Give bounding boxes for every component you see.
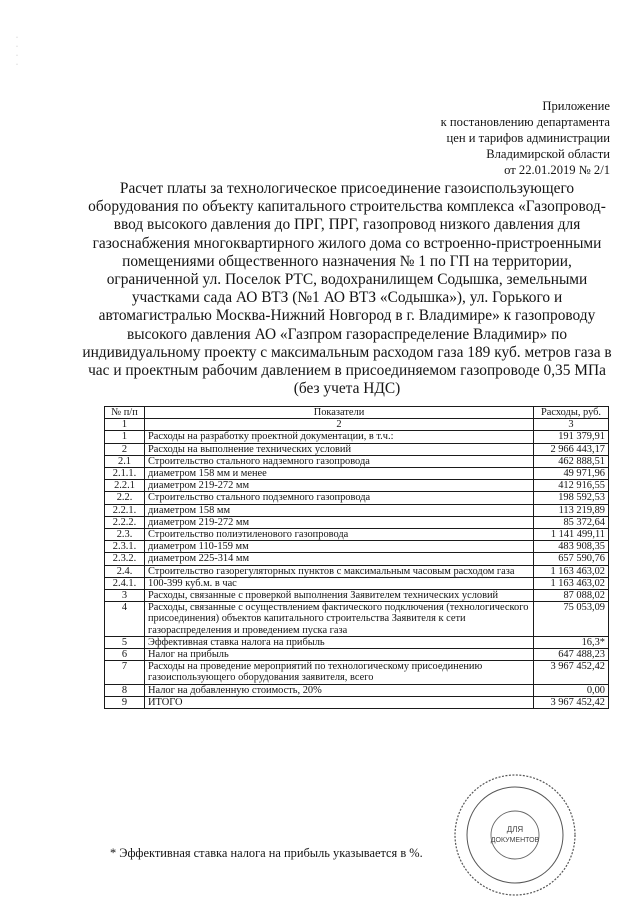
row-cost-cell: 191 379,91 <box>534 431 609 443</box>
row-number-cell: 2.4. <box>105 565 145 577</box>
row-number-cell: 2.3.1. <box>105 541 145 553</box>
stamp-text-line2: ДОКУМЕНТОВ <box>490 837 540 844</box>
row-indicator-cell: диаметром 110-159 мм <box>145 541 534 553</box>
row-cost-cell: 483 908,35 <box>534 541 609 553</box>
row-number-cell: 2.1.1. <box>105 468 145 480</box>
table-row <box>105 492 609 504</box>
row-cost-cell: 657 590,76 <box>534 553 609 565</box>
row-indicator-cell: Налог на прибыль <box>145 649 534 661</box>
table-row <box>105 443 609 455</box>
table-body <box>105 431 609 709</box>
table-row <box>105 649 609 661</box>
table-row <box>105 431 609 443</box>
row-indicator-cell: диаметром 158 мм и менее <box>145 468 534 480</box>
index-cell: 2 <box>145 419 534 431</box>
row-number-cell: 1 <box>105 431 145 443</box>
column-header-cost: Расходы, руб. <box>534 407 609 419</box>
document-title: Расчет платы за технологическое присоединение газоиспользующего оборудования по объекту капитального строительства комплекса «Газопровод-ввод высокого давления до ПРГ, ПРГ, газопровод низкого давления для газоснабжения многоквартирного жилого дома со встроенно-пристроенными помещениями общественного назначения № 1 по ГП на территории, ограниченной ул. Поселок РТС, водохранилищем Содышка, земельными участками сада АО ВТЗ (№1 АО ВТЗ «Содышка»), ул. Горького и автомагистралью Москва-Нижний Новгород в г. Владимире» к газопроводу высокого давления АО «Газпром газораспределение Владимир» по индивидуальному проекту с максимальным расходом газа 189 куб. метров газа в час и проектным рабочим давлением в присоединяемом газопроводе 0,35 МПа (без учета НДС) <box>82 180 612 398</box>
row-indicator-cell: Расходы, связанные с проверкой выполнения Заявителем технических условий <box>145 590 534 602</box>
row-indicator-cell: Расходы на выполнение технических условий <box>145 443 534 455</box>
scan-artifact: · · · · <box>16 35 18 68</box>
row-indicator-cell: Расходы на разработку проектной документации, в т.ч.: <box>145 431 534 443</box>
row-indicator-cell: диаметром 219-272 мм <box>145 516 534 528</box>
row-number-cell: 2.3. <box>105 529 145 541</box>
row-number-cell: 2.2.1 <box>105 480 145 492</box>
footnote: * Эффективная ставка налога на прибыль указывается в %. <box>110 846 423 860</box>
header-line: цен и тарифов администрации <box>446 131 610 145</box>
table-row <box>105 565 609 577</box>
row-number-cell: 2.2. <box>105 492 145 504</box>
table-row <box>105 661 609 684</box>
calculation-table <box>104 406 609 709</box>
row-indicator-cell: Расходы на проведение мероприятий по технологическому присоединению газоиспользующего оборудования заявителя, всего <box>145 661 534 684</box>
row-cost-cell: 87 088,02 <box>534 590 609 602</box>
row-cost-cell: 198 592,53 <box>534 492 609 504</box>
table-row <box>105 684 609 696</box>
table-header-row <box>105 407 609 419</box>
table-index-row <box>105 419 609 431</box>
column-header-indicator: Показатели <box>145 407 534 419</box>
row-number-cell: 7 <box>105 661 145 684</box>
row-cost-cell: 3 967 452,42 <box>534 661 609 684</box>
row-number-cell: 8 <box>105 684 145 696</box>
header-line: Приложение <box>542 99 610 113</box>
row-cost-cell: 49 971,96 <box>534 468 609 480</box>
table-row <box>105 529 609 541</box>
row-cost-cell: 412 916,55 <box>534 480 609 492</box>
row-indicator-cell: 100-399 куб.м. в час <box>145 577 534 589</box>
appendix-header <box>370 98 610 178</box>
row-cost-cell: 113 219,89 <box>534 504 609 516</box>
row-cost-cell: 16,3* <box>534 636 609 648</box>
table-row <box>105 602 609 637</box>
table-row <box>105 468 609 480</box>
row-number-cell: 2.2.2. <box>105 516 145 528</box>
row-indicator-cell: диаметром 158 мм <box>145 504 534 516</box>
table-row <box>105 504 609 516</box>
row-number-cell: 9 <box>105 696 145 708</box>
row-indicator-cell: диаметром 225-314 мм <box>145 553 534 565</box>
row-cost-cell: 2 966 443,17 <box>534 443 609 455</box>
table-row <box>105 516 609 528</box>
row-number-cell: 2.4.1. <box>105 577 145 589</box>
table-row <box>105 541 609 553</box>
header-line: к постановлению департамента <box>440 115 610 129</box>
row-number-cell: 6 <box>105 649 145 661</box>
row-indicator-cell: Строительство полиэтиленового газопровода <box>145 529 534 541</box>
row-number-cell: 3 <box>105 590 145 602</box>
index-cell: 1 <box>105 419 145 431</box>
row-number-cell: 2.2.1. <box>105 504 145 516</box>
row-cost-cell: 75 053,09 <box>534 602 609 637</box>
row-number-cell: 2 <box>105 443 145 455</box>
row-number-cell: 2.3.2. <box>105 553 145 565</box>
row-indicator-cell: Строительство стального надземного газопровода <box>145 455 534 467</box>
stamp-seal <box>450 770 580 900</box>
table-row <box>105 480 609 492</box>
row-indicator-cell: Расходы, связанные с осуществлением фактического подключения (технологического присоединения) объектов капитального строительства Заявителя к сети газораспределения и проведением пуска газа <box>145 602 534 637</box>
table-row <box>105 696 609 708</box>
table-row <box>105 590 609 602</box>
row-cost-cell: 0,00 <box>534 684 609 696</box>
row-indicator-cell: Строительство газорегуляторных пунктов с максимальным часовым расходом газа <box>145 565 534 577</box>
table-row <box>105 553 609 565</box>
row-cost-cell: 1 163 463,02 <box>534 577 609 589</box>
row-cost-cell: 462 888,51 <box>534 455 609 467</box>
row-indicator-cell: Эффективная ставка налога на прибыль <box>145 636 534 648</box>
row-cost-cell: 3 967 452,42 <box>534 696 609 708</box>
row-indicator-cell: Строительство стального подземного газопровода <box>145 492 534 504</box>
row-cost-cell: 1 163 463,02 <box>534 565 609 577</box>
column-header-number: № п/п <box>105 407 145 419</box>
row-number-cell: 4 <box>105 602 145 637</box>
row-cost-cell: 1 141 499,11 <box>534 529 609 541</box>
index-cell: 3 <box>534 419 609 431</box>
row-cost-cell: 647 488,23 <box>534 649 609 661</box>
row-number-cell: 5 <box>105 636 145 648</box>
header-line: Владимирской области <box>486 147 610 161</box>
table-row <box>105 636 609 648</box>
row-cost-cell: 85 372,64 <box>534 516 609 528</box>
table-row <box>105 455 609 467</box>
row-indicator-cell: диаметром 219-272 мм <box>145 480 534 492</box>
table-row <box>105 577 609 589</box>
row-indicator-cell: ИТОГО <box>145 696 534 708</box>
stamp-text-line1: ДЛЯ <box>506 825 524 834</box>
header-line: от 22.01.2019 № 2/1 <box>504 163 610 177</box>
row-number-cell: 2.1 <box>105 455 145 467</box>
row-indicator-cell: Налог на добавленную стоимость, 20% <box>145 684 534 696</box>
